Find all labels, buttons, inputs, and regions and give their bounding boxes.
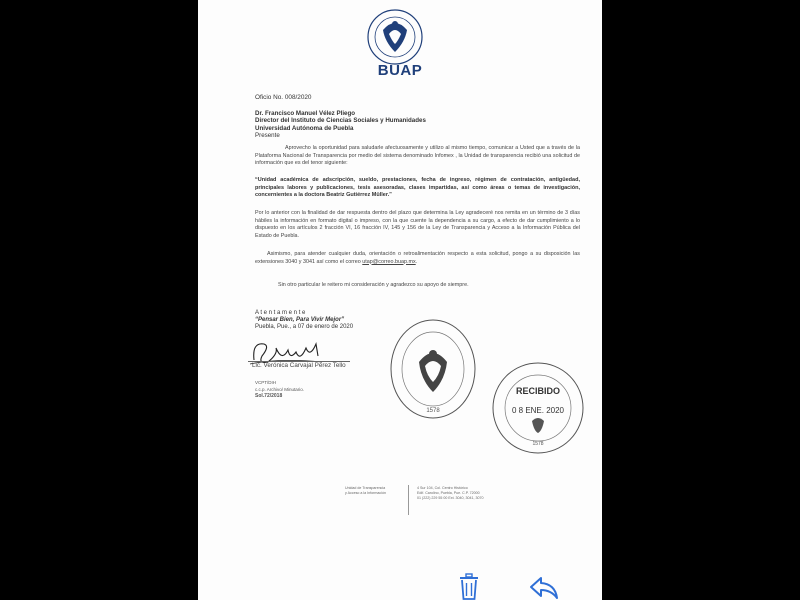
recipient-title: Director del Instituto de Ciencias Sociales y Humanidades (255, 117, 426, 125)
request-quote: “Unidad académica de adscripción, sueldo, prestaciones, fecha de ingreso, régimen de contratación, antigüedad, principales labores y publicaciones, tesis asesoradas, clases impartidas, así como áreas o temas de investigación, concernientes a la doctora Beatriz Gutiérrez Müller.” (255, 177, 580, 199)
signer-name: Lic. Verónica Carvajal Pérez Tello (252, 362, 346, 369)
footer-address: 4 Sur 104, Col. Centro Histórico (417, 486, 468, 490)
paragraph-intro: Aprovecho la oportunidad para saludarle afectuosamente y utilizo al mismo tiempo, comunicar a Usted que a través de la Plataforma Nacional de Transparencia por medio del sistema denominado Infomex , la Unidad de transparencia recibió una solicitud de información que es del tenor siguiente: (255, 145, 580, 167)
footer-divider (408, 485, 409, 515)
contact-text: Asimismo, para atender cualquier duda, orientación o retroalimentación respecto a esta solicitud, pongo a su disposición las extensiones 3040 y 3041 así como el correo (255, 251, 580, 265)
place-date: Puebla, Pue., a 07 de enero de 2020 (255, 324, 354, 330)
oficio-number: Oficio No. 008/2020 (255, 94, 312, 101)
paragraph-farewell: Sin otro particular le reitero mi consideración y agradezco su apoyo de siempre. (278, 282, 469, 288)
seal-year: 1578 (426, 408, 440, 414)
footer-phone: 01 (222) 229 55 00 Ext. 3040, 3041, 3070 (417, 496, 484, 500)
recipient-name: Dr. Francisco Manuel Vélez Pliego (255, 110, 356, 117)
ref-initials: VCPT/DIH (255, 380, 277, 385)
brand-name: BUAP (377, 62, 423, 79)
buap-logo (365, 8, 425, 66)
document-page (198, 0, 602, 600)
received-label: RECIBIDO (515, 386, 561, 396)
recipient-institution: Universidad Autónoma de Puebla (255, 124, 354, 132)
footer-building: Edif. Carolino, Puebla, Pue. C.P. 72000 (417, 491, 480, 495)
ref-sol: Sol.72/2018 (255, 393, 283, 399)
contact-period: . (415, 258, 418, 265)
recipient-block (255, 110, 426, 140)
received-date: 0 8 ENE. 2020 (511, 406, 565, 415)
reply-icon[interactable] (529, 575, 559, 600)
paragraph-request: Por lo anterior con la finalidad de dar respuesta dentro del plazo que determina la Ley agradeceré nos remita en un término de 3 días hábiles la información en formato digital o impreso, con la que cuente la dependencia a su cargo, a efecto de dar cumplimiento a lo dispuesto en los artículos 2 fracción VI, 16 fracción IV, 145 y 156 de la Ley de Transparencia y Acceso a la Información Pública del Estado de Puebla. (255, 210, 580, 239)
closing-motto: “Pensar Bien, Para Vivir Mejor” (255, 317, 345, 323)
contact-email-link[interactable]: utap@correo.buap.mx (362, 258, 416, 265)
university-seal (389, 318, 477, 420)
footer-left (345, 486, 386, 496)
closing-block (255, 310, 353, 331)
trash-icon[interactable] (457, 573, 481, 600)
footer-office: Unidad de Transparencia (345, 486, 386, 490)
recipient-presente: Presente (255, 132, 280, 140)
ref-ccp: c.c.p. Archivo/ Minutario. (255, 387, 305, 392)
stamp-year: 1578 (532, 441, 544, 447)
received-stamp (486, 361, 590, 456)
paragraph-contact (255, 251, 580, 266)
reference-block (255, 379, 304, 400)
closing-salutation: A t e n t a m e n t e (255, 310, 306, 316)
footer-office-2: y Acceso a la Información (345, 491, 386, 495)
footer-right (417, 486, 484, 501)
